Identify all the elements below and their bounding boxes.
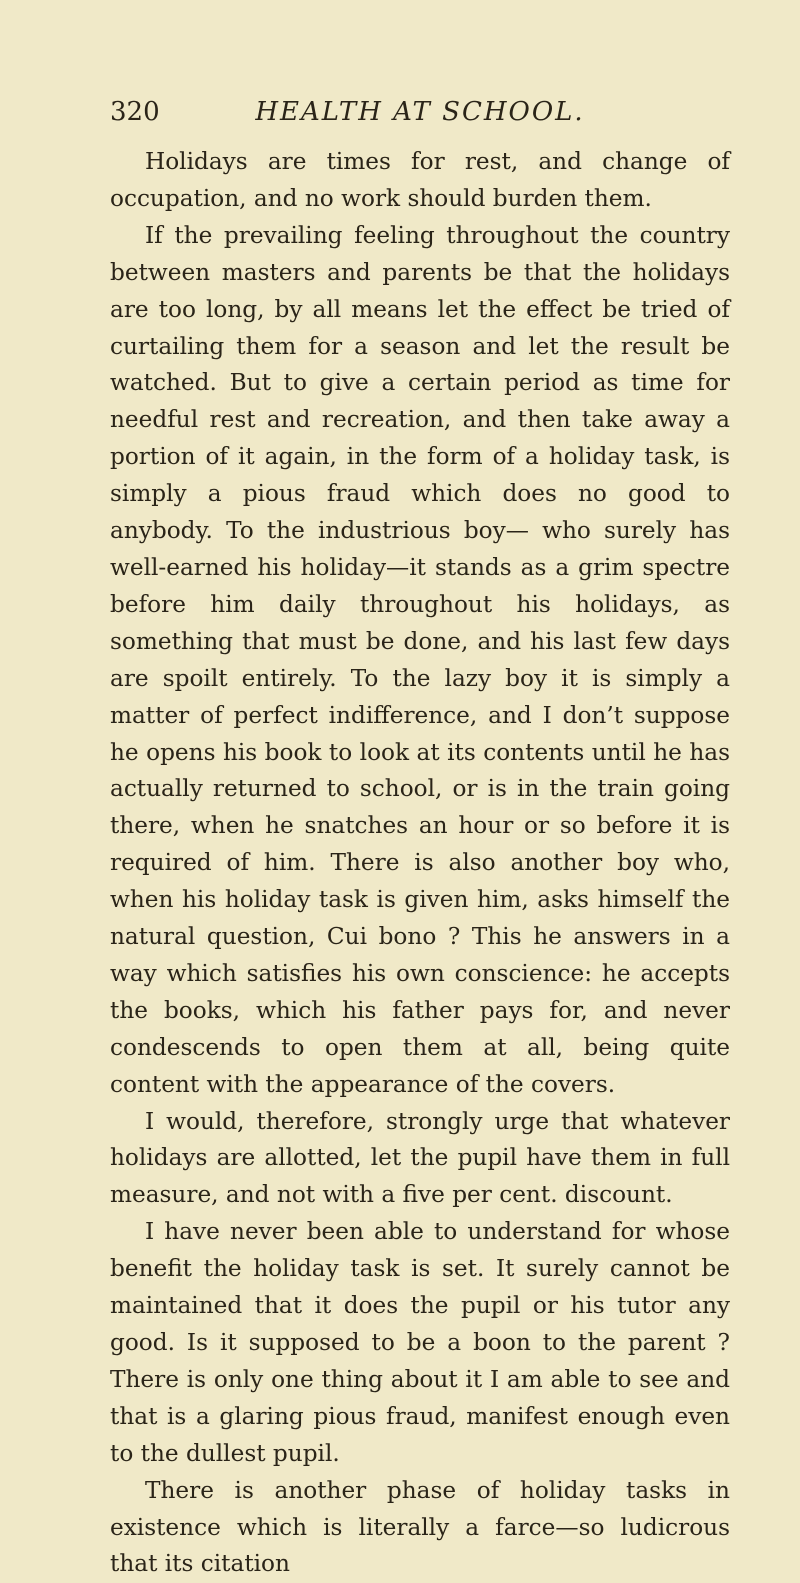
paragraph: I would, therefore, strongly urge that whatever holidays are allotted, let the pupil have them in full measure, and not with a five per cent. discount. — [110, 1107, 730, 1209]
paragraph: I have never been able to understand for whose benefit the holiday task is set. It surely cannot be maintained that it does the pupil or his tutor any good. Is it supposed to be a boon to the parent ? There is only one thing about it I am able to see and that is a glaring pious fraud, manifest enough even to the dullest pupil. — [110, 1218, 730, 1467]
paragraph: Holidays are times for rest, and change of occupation, and no work should burden them. — [110, 148, 730, 212]
page-header — [110, 92, 730, 132]
body-text — [110, 144, 730, 1583]
page-number: 320 — [110, 97, 160, 127]
paragraph: There is another phase of holiday tasks in existence which is literally a farce—so ludicrous that its citation — [110, 1476, 730, 1578]
paragraph: If the prevailing feeling throughout the country between masters and parents be that the holidays are too long, by all means let the effect be tried of curtailing them for a season and let the result be watched. But to give a certain period as time for needful rest and recreation, and then take away a portion of it again, in the form of a holiday task, is simply a pious fraud which does no good to anybody. To the industrious boy— who surely has well-earned his holiday—it stands as a grim spectre before him daily throughout his holidays, as something that must be done, and his last few days are spoilt entirely. To the lazy boy it is simply a matter of perfect indifference, and I don’t suppose he opens his book to look at its contents until he has actually returned to school, or is in the train going there, when he snatches an hour or so before it is required of him. There is also another boy who, when his holiday task is given him, asks himself the natural question, Cui bono ? This he answers in a way which satisfies his own conscience: he accepts the books, which his father pays for, and never condescends to open them at all, being quite content with the appearance of the covers. — [110, 221, 730, 1098]
running-head: HEALTH AT SCHOOL. — [255, 97, 585, 127]
